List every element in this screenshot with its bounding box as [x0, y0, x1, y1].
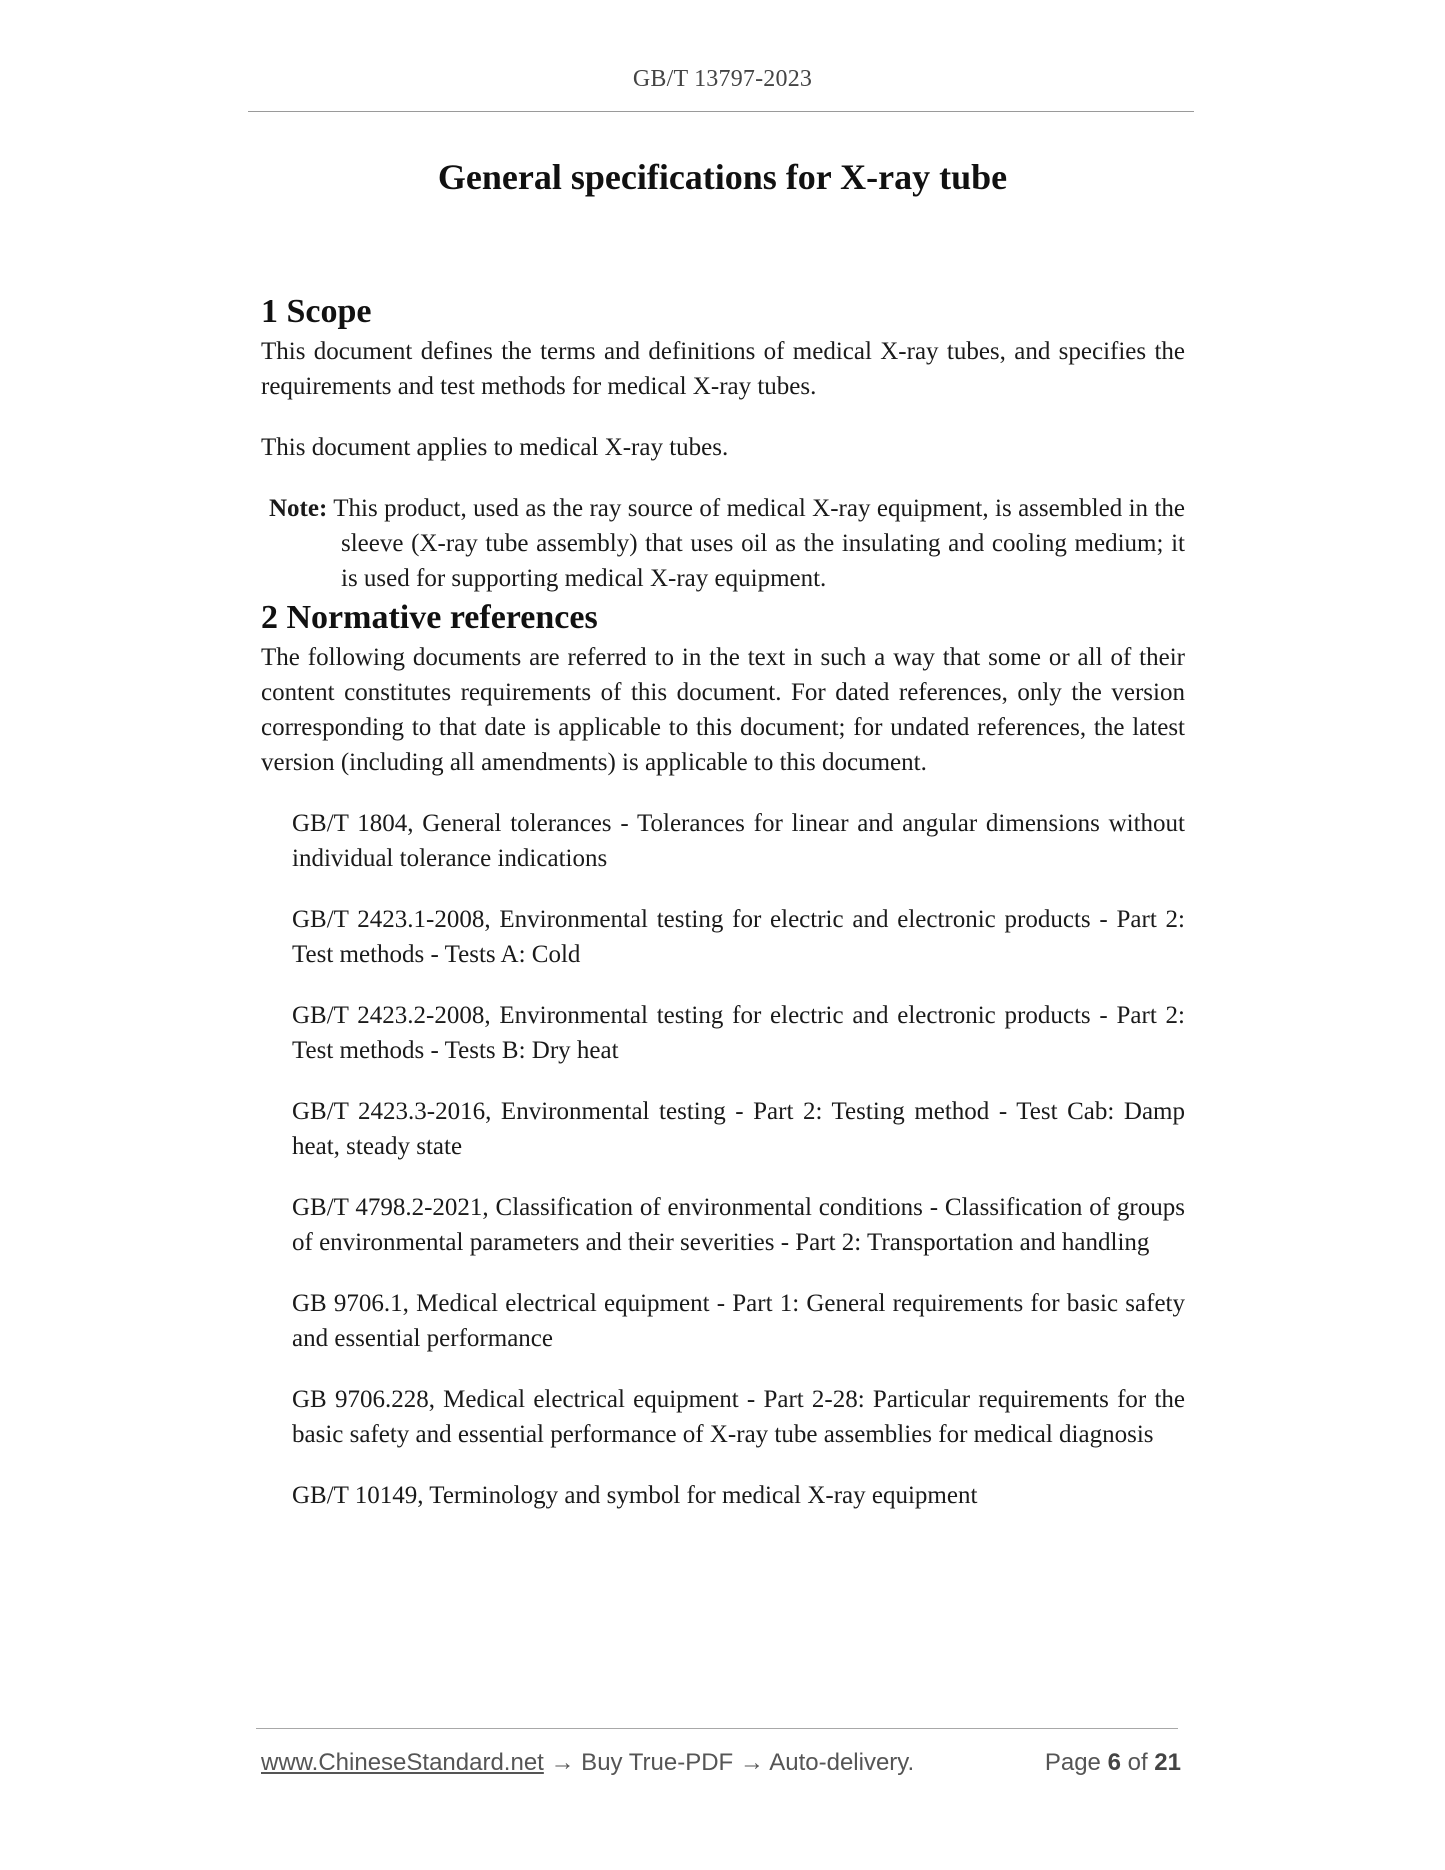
reference-item: GB/T 2423.2-2008, Environmental testing for electric and electronic products - Part 2: Test methods - Tests B: Dry heat [292, 1002, 1185, 1064]
reference-item: GB/T 2423.3-2016, Environmental testing - Part 2: Testing method - Test Cab: Damp heat, steady state [292, 1098, 1185, 1160]
note-text: This product, used as the ray source of medical X-ray equipment, is assembled in the sleeve (X-ray tube assembly) that uses oil as the insulating and cooling medium; it is used for supporting medical X-ray equipment. [333, 495, 1185, 592]
document-title: General specifications for X-ray tube [437, 157, 1008, 197]
scope-note [261, 491, 1185, 596]
page-total: 21 [1154, 1749, 1181, 1776]
note-label: Note: [269, 495, 328, 522]
footer-divider [256, 1728, 1178, 1729]
reference-list [261, 806, 1185, 1513]
footer-promo-text: → Buy True-PDF → Auto-delivery. [543, 1749, 915, 1776]
site-link[interactable]: www.ChineseStandard.net [261, 1749, 544, 1776]
reference-item: GB 9706.1, Medical electrical equipment - Part 1: General requirements for basic safety and essential performance [292, 1290, 1185, 1352]
references-intro-paragraph: The following documents are referred to in the text in such a way that some or all of their content constitutes requirements of this document. For dated references, only the version corresponding to that date is applicable to this document; for undated references, the latest version (including all amendments) is applicable to this document. [261, 644, 1185, 776]
page-label: Page [1044, 1749, 1101, 1776]
page-footer [261, 1749, 1181, 1777]
scope-applicability-paragraph: This document applies to medical X-ray tubes. [261, 434, 729, 461]
reference-item: GB/T 2423.1-2008, Environmental testing for electric and electronic products - Part 2: Test methods - Tests A: Cold [292, 906, 1185, 968]
page-of-label: of [1127, 1749, 1148, 1776]
section-heading-scope: 1 Scope [261, 293, 372, 330]
page-current: 6 [1107, 1749, 1121, 1776]
document-code-header: GB/T 13797-2023 [632, 66, 813, 92]
scope-paragraph: This document defines the terms and definitions of medical X-ray tubes, and specifies the requirements and test methods for medical X-ray tubes. [261, 338, 1185, 400]
reference-item: GB 9706.228, Medical electrical equipment - Part 2-28: Particular requirements for the basic safety and essential performance of X-ray tube assemblies for medical diagnosis [292, 1386, 1185, 1448]
document-body [261, 290, 1185, 1539]
reference-item: GB/T 1804, General tolerances - Tolerances for linear and angular dimensions without individual tolerance indications [292, 810, 1185, 872]
section-heading-normative-references: 2 Normative references [261, 599, 598, 636]
reference-item: GB/T 10149, Terminology and symbol for medical X-ray equipment [292, 1482, 978, 1509]
header-divider [248, 111, 1194, 112]
reference-item: GB/T 4798.2-2021, Classification of environmental conditions - Classification of groups of environmental parameters and their severities - Part 2: Transportation and handling [292, 1194, 1185, 1256]
page-indicator [1045, 1749, 1181, 1777]
